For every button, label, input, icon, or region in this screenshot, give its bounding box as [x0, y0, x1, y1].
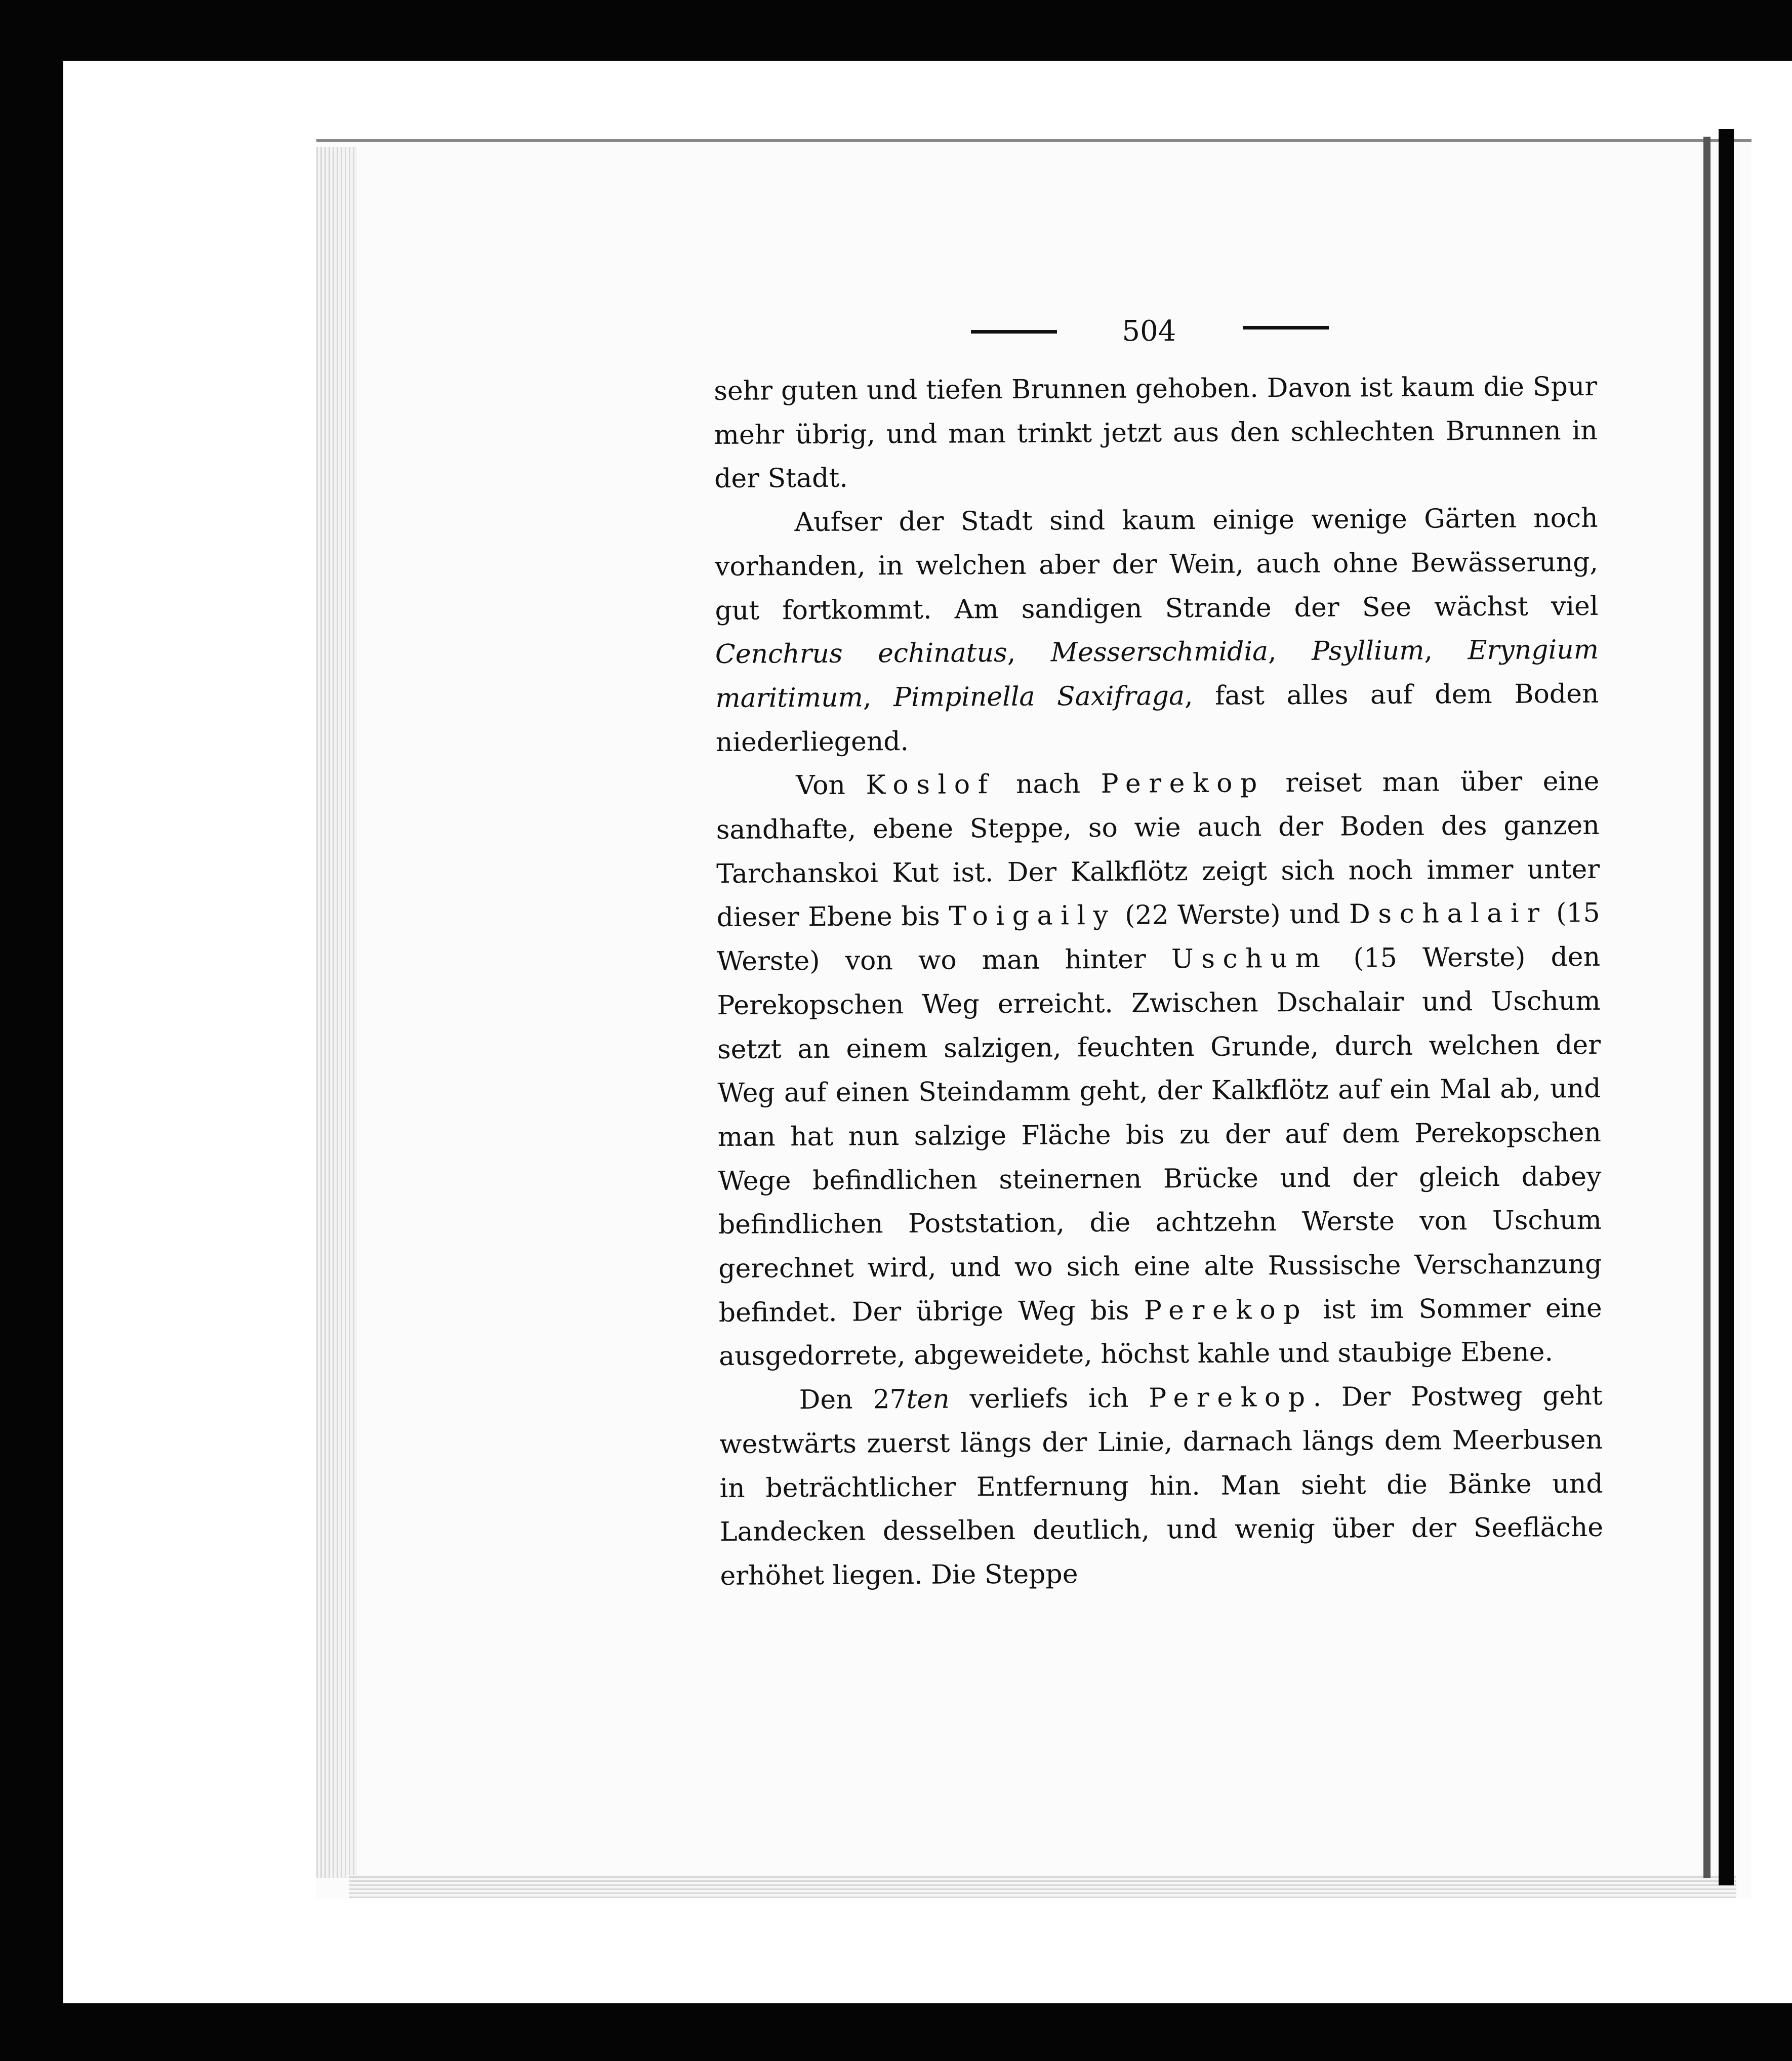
spaced-name: Perekop: [1101, 768, 1266, 800]
text-run: , fast alles auf dem Boden niederliegend.: [715, 678, 1599, 758]
spaced-name: Dschalair: [1349, 898, 1547, 930]
italic-text: ten: [906, 1384, 950, 1415]
spaced-name: Uschum: [1171, 943, 1328, 975]
text-run: (15 Werste) den Perekopschen Weg erreicht. Zwischen Dschalair und Uschum setzt an einem salzigen, feuchten Grunde, durch welchen der Weg auf einen Steindamm geht, der Kalkflötz auf ein Mal ab, und man hat nun salzige Fläche bis zu der auf dem Perekopschen Wege befindlichen steinernen Brücke und der gleich dabey befindlichen Poststation, die achtzehn Werste von Uschum gerechnet wird, und wo sich eine alte Russische Verschanzung befindet. Der übrige Weg bis: [717, 941, 1602, 1328]
italic-text: Cenchrus echinatus: [715, 638, 1007, 670]
paragraph: [714, 365, 1598, 501]
text-run: Aufser der Stadt sind kaum einige wenige Gärten noch vorhanden, in welchen aber der Wein, auch ohne Bewässerung, gut fortkommt. Am sandigen Strande der See wächst viel: [714, 503, 1599, 626]
text-run: ,: [1424, 635, 1468, 666]
text-run: ,: [1268, 636, 1312, 667]
page-fore-edge: [316, 147, 357, 1878]
spaced-name: Toigaily: [949, 900, 1116, 932]
text-run: (15 Werste) von wo man hinter: [716, 898, 1600, 977]
italic-text: Eryngium maritimum: [715, 635, 1599, 714]
scan-frame-top: [0, 0, 1792, 61]
text-run: verliefs ich: [949, 1383, 1149, 1415]
paragraph: [714, 497, 1599, 764]
paragraph: [716, 760, 1602, 1379]
text-run: ist im Sommer eine ausgedorrete, abgeweidete, höchst kahle und staubige Ebene.: [719, 1293, 1602, 1372]
body-text: [714, 365, 1604, 1598]
italic-text: Pimpinella Saxifraga: [893, 681, 1185, 713]
text-run: . Der Postweg geht westwärts zuerst längs der Linie, darnach längs dem Meerbusen in beträchtlicher Entfernung hin. Man sieht die Bänke und Landecken desselben deutlich, und wenig über der Seefläche erhöhet liegen. Die Steppe: [719, 1381, 1604, 1591]
italic-text: Psyllium: [1311, 635, 1424, 667]
spine-shadow: [1703, 137, 1710, 1878]
text-run: nach: [995, 769, 1101, 800]
text-run: ,: [1007, 637, 1051, 669]
scan-frame-corner: [1767, 0, 1792, 15]
header-rule-right: [1243, 326, 1329, 329]
paragraph: [719, 1374, 1603, 1598]
text-run: sehr guten und tiefen Brunnen gehoben. Davon ist kaum die Spur mehr übrig, und man trinkt jetzt aus den schlechten Brunnen in der Stadt.: [714, 371, 1598, 494]
book-spine: [1719, 129, 1734, 1885]
header-rule-left: [971, 330, 1057, 334]
spaced-name: Perekop: [1149, 1382, 1313, 1414]
text-run: (22 Werste) und: [1116, 899, 1350, 931]
spaced-name: Perekop: [1144, 1294, 1309, 1326]
text-run: reiset man über eine sandhafte, ebene Steppe, so wie auch der Boden des ganzen Tarchanskoi Kut ist. Der Kalkflötz zeigt sich noch immer unter dieser Ebene bis: [716, 766, 1600, 933]
text-run: ,: [863, 682, 894, 713]
scan-frame-left: [0, 0, 63, 2061]
spaced-name: Koslof: [866, 769, 996, 801]
page-bottom-edge: [349, 1875, 1736, 1898]
italic-text: Messerschmidia: [1050, 636, 1269, 668]
page-number: 504: [1122, 315, 1176, 348]
text-run: Von: [796, 770, 866, 801]
text-run: Den 27: [799, 1384, 907, 1416]
scan-frame-bottom: [0, 2003, 1792, 2061]
